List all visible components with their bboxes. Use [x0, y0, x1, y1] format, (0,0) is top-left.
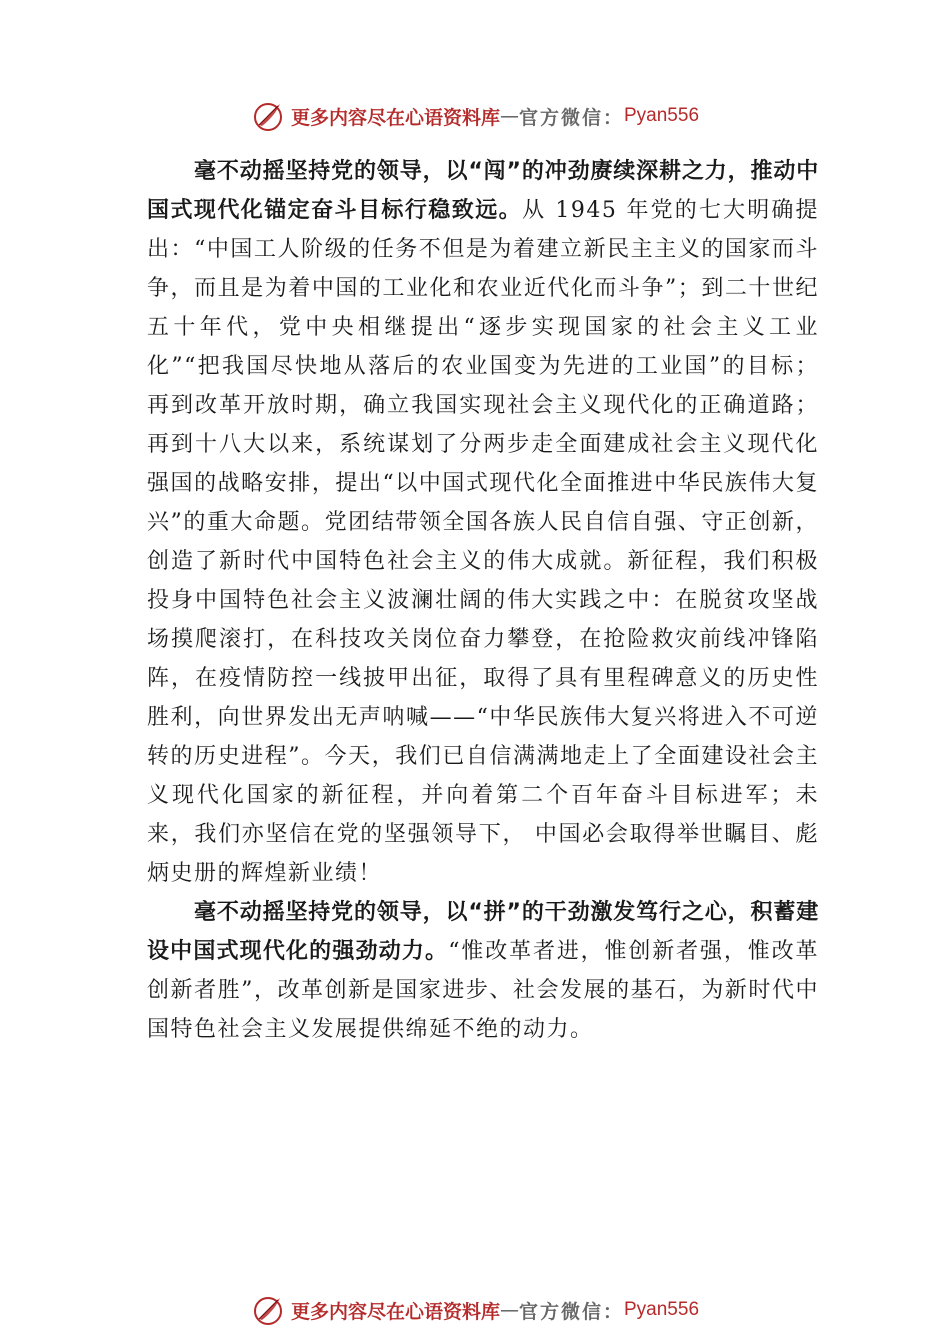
- paragraph-2: [147, 893, 819, 1049]
- footer-watermark: [0, 1290, 950, 1330]
- paragraph-2-body: “惟改革者进，惟创新者强，惟改革创新者胜”，改革创新是国家进步、社会发展的基石，为新时代中国特色社会主义发展提供绵延不绝的动力。: [147, 939, 820, 1042]
- watermark-official-label: 官方微信：: [518, 106, 624, 129]
- watermark-brand: 更多内容尽在心语资料库: [290, 1300, 500, 1323]
- paragraph-2-lead: 毫不动摇坚持党的领导，以“拼”的干劲激发笃行之心，积蓄建设中国式现代化的强劲动力。: [147, 900, 819, 964]
- watermark-brand: 更多内容尽在心语资料库: [290, 106, 500, 129]
- feather-pen-logo-icon: [251, 1293, 285, 1327]
- paragraph-1-body: 从 1945 年党的七大明确提出：“中国工人阶级的任务不但是为着建立新民主主义的国家而斗争，而且是为着中国的工业化和农业近代化而斗争”；到二十世纪五十年代，党中央相继提出“逐步实现国家的社会主义工业化”“把我国尽快地从落后的农业国变为先进的工业国”的目标；再到改革开放时期，确立我国实现社会主义现代化的正确道路；再到十八大以来，系统谋划了分两步走全面建成社会主义现代化强国的战略安排，提出“以中国式现代化全面推进中华民族伟大复兴”的重大命题。党团结带领全国各族人民自信自强、守正创新，创造了新时代中国特色社会主义的伟大成就。新征程，我们积极投身中国特色社会主义波澜壮阔的伟大实践之中：在脱贫攻坚战场摸爬滚打，在科技攻关岗位奋力攀登，在抢险救灾前线冲锋陷阵，在疫情防控一线披甲出征，取得了具有里程碑意义的历史性胜利，向世界发出无声呐喊——“中华民族伟大复兴将进入不可逆转的历史进程”。今天，我们已自信满满地走上了全面建设社会主义现代化国家的新征程，并向着第二个百年奋斗目标进军；未来，我们亦坚信在党的坚强领导下， 中国必会取得举世瞩目、彪炳史册的辉煌新业绩！: [147, 198, 819, 886]
- header-watermark: [0, 96, 950, 136]
- watermark-wechat-id: Pyan556: [624, 105, 700, 126]
- paragraph-1-lead: 毫不动摇坚持党的领导，以“闯”的冲劲赓续深耕之力，推动中国式现代化锚定奋斗目标行稳致远。: [147, 159, 819, 223]
- watermark-wechat-id: Pyan556: [624, 1299, 700, 1320]
- watermark-dash: —: [499, 1299, 519, 1321]
- feather-pen-logo-icon: [251, 99, 285, 133]
- watermark-dash: —: [499, 105, 519, 127]
- paragraph-1: [147, 152, 819, 893]
- document-body: [147, 152, 819, 1049]
- watermark-official-label: 官方微信：: [518, 1300, 624, 1323]
